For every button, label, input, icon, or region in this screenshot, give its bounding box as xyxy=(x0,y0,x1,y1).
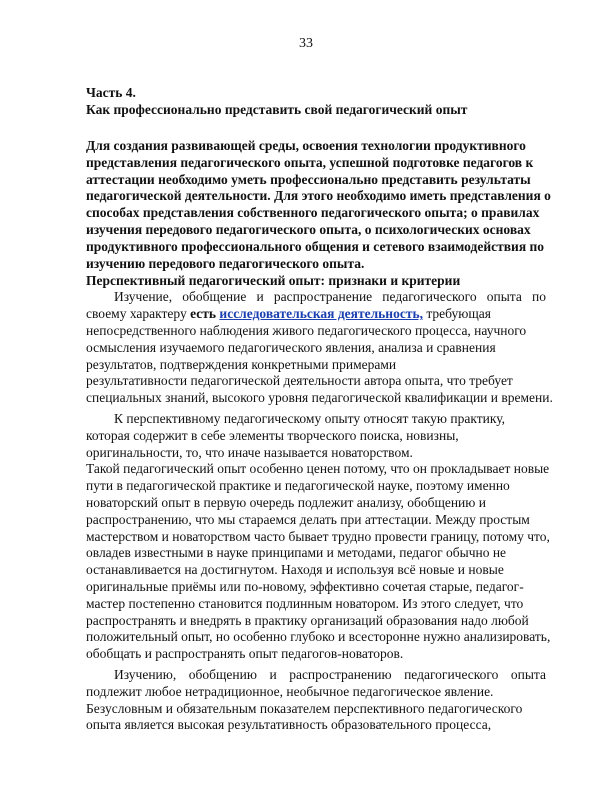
paragraph-line: оригинальности, то, что иначе называется новаторством. xyxy=(86,444,413,460)
part-label: Часть 4. xyxy=(86,85,136,100)
paragraph-line: овладев известными в науке принципами и методами, педагог обычно не xyxy=(86,545,507,561)
section-title: Перспективный педагогический опыт: признаки и критерии xyxy=(86,273,461,289)
intro-line: аттестации необходимо уметь профессионально представить результаты xyxy=(86,171,531,187)
paragraph-line: распространять и внедрять в практику организаций образования надо любой xyxy=(86,612,529,628)
intro-line: продуктивного профессионального общения и сетевого взаимодействия по xyxy=(86,238,545,254)
text-run: требующая xyxy=(422,306,491,322)
paragraph-line: Такой педагогический опыт особенно ценен потому, что он прокладывает новые xyxy=(86,461,550,477)
paragraph-study xyxy=(86,289,553,407)
paragraph-line: мастер постепенно становится подлинным новатором. Из этого следует, что xyxy=(86,595,524,611)
part-title: Как профессионально представить свой педагогический опыт xyxy=(86,102,468,117)
paragraph-line: пути в педагогической практике и педагогической науке, поэтому именно xyxy=(86,478,510,494)
paragraph-line: обобщать и распространять опыт педагогов-новаторов. xyxy=(86,646,404,662)
paragraph-line: оригинальные приёмы или по-новому, эффективно сочетая старые, педагог- xyxy=(86,578,524,594)
paragraph-line: осмысления изучаемого педагогического явления, анализа и сравнения xyxy=(86,339,496,355)
paragraph-line: Изучению, обобщению и распространению педагогического опыта xyxy=(114,666,546,682)
paragraph-criteria xyxy=(86,667,546,734)
intro-line: Для создания развивающей среды, освоения технологии продуктивного xyxy=(86,138,526,153)
paragraph-line: мастерством и новаторством часто бывает трудно провести границу, потому что, xyxy=(86,528,550,544)
paragraph-line: опыта является высокая результативность образовательного процесса, xyxy=(86,717,492,733)
text-run: своему характеру xyxy=(86,306,191,322)
paragraph-line: непосредственного наблюдения живого педагогического процесса, научного xyxy=(86,322,527,338)
intro-line: изучения передового педагогического опыта, о психологических основах xyxy=(86,221,531,237)
paragraph-line-with-link xyxy=(86,306,546,323)
paragraph-line: положительный опыт, но особенно глубоко и всесторонне нужно анализировать, xyxy=(86,629,551,645)
intro-line: изучению передового педагогического опыта. xyxy=(86,255,365,271)
intro-paragraph xyxy=(86,138,551,272)
intro-line: представления педагогического опыта, успешной подготовке педагогов к xyxy=(86,154,534,170)
paragraph-line: подлежит любое нетрадиционное, необычное педагогическое явление. xyxy=(86,683,494,699)
paragraph-line: которая содержит в себе элементы творческого поиска, новизны, xyxy=(86,427,459,443)
paragraph-line: результативности педагогической деятельности автора опыта, что требует xyxy=(86,373,513,389)
intro-line: педагогической деятельности. Для этого необходимо иметь представления о xyxy=(86,188,551,204)
paragraph-line: результатов, подтверждения конкретными примерами xyxy=(86,356,397,372)
paragraph-line: распространению, что мы стараемся делать при аттестации. Между простым xyxy=(86,511,530,527)
page-number: 33 xyxy=(299,36,313,51)
paragraph-innovation xyxy=(86,461,551,663)
paragraph-line: новаторский опыт в первую очередь подлежит анализу, обобщению и xyxy=(86,494,486,510)
document-body xyxy=(86,84,553,734)
paragraph-line: К перспективному педагогическому опыту относят такую практику, xyxy=(114,410,505,426)
paragraph-line: останавливается на достигнутом. Находя и используя всё новые и новые xyxy=(86,562,504,578)
intro-line: способах представления собственного педагогического опыта; о правилах xyxy=(86,205,540,221)
paragraph-line: специальных знаний, высокого уровня педагогической квалификации и времени. xyxy=(86,390,553,406)
research-activity-link[interactable]: исследовательская деятельность, xyxy=(219,306,423,322)
paragraph-line: Безусловным и обязательным показателем перспективного педагогического xyxy=(86,700,523,716)
bold-word: есть xyxy=(190,306,217,322)
paragraph-perspective xyxy=(86,411,546,461)
paragraph-line: Изучение, обобщение и распространение педагогического опыта по xyxy=(114,289,546,305)
